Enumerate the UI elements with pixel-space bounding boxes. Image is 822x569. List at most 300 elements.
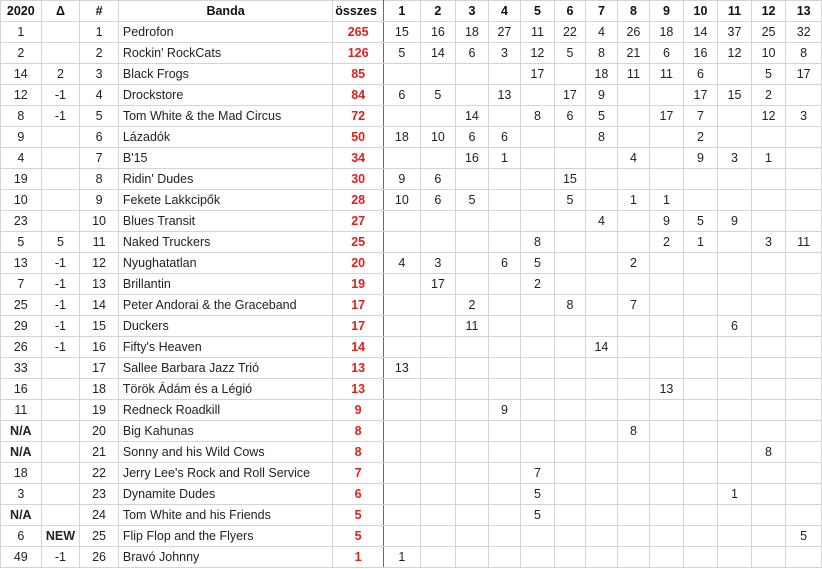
cell-delta[interactable]	[41, 127, 80, 148]
cell-round-13[interactable]	[786, 337, 822, 358]
cell-rank[interactable]: 26	[80, 547, 119, 568]
cell-rank[interactable]: 2	[80, 43, 119, 64]
cell-round-13[interactable]	[786, 274, 822, 295]
cell-round-6[interactable]	[554, 148, 585, 169]
cell-round-5[interactable]: 8	[521, 106, 555, 127]
cell-round-6[interactable]	[554, 463, 585, 484]
table-row[interactable]	[1, 295, 822, 316]
cell-round-3[interactable]	[456, 484, 489, 505]
cell-total[interactable]: 14	[333, 337, 384, 358]
cell-round-1[interactable]	[384, 232, 421, 253]
cell-round-4[interactable]	[488, 169, 521, 190]
cell-round-7[interactable]	[586, 190, 617, 211]
cell-round-9[interactable]: 11	[650, 64, 684, 85]
cell-round-9[interactable]	[650, 169, 684, 190]
cell-round-10[interactable]	[683, 379, 718, 400]
cell-round-2[interactable]	[420, 358, 456, 379]
table-row[interactable]	[1, 253, 822, 274]
cell-prev-rank[interactable]: 5	[1, 232, 42, 253]
cell-round-12[interactable]: 5	[751, 64, 786, 85]
cell-round-1[interactable]	[384, 505, 421, 526]
cell-round-8[interactable]	[617, 358, 650, 379]
cell-prev-rank[interactable]: 33	[1, 358, 42, 379]
cell-round-5[interactable]	[521, 85, 555, 106]
cell-round-11[interactable]	[718, 295, 752, 316]
col-header-rank[interactable]: #	[80, 1, 119, 22]
cell-round-10[interactable]: 1	[683, 232, 718, 253]
cell-round-11[interactable]	[718, 463, 752, 484]
cell-round-8[interactable]	[617, 106, 650, 127]
cell-round-11[interactable]	[718, 127, 752, 148]
cell-round-10[interactable]	[683, 505, 718, 526]
cell-round-7[interactable]: 5	[586, 106, 617, 127]
cell-prev-rank[interactable]: 19	[1, 169, 42, 190]
cell-rank[interactable]: 5	[80, 106, 119, 127]
cell-round-6[interactable]	[554, 64, 585, 85]
table-row[interactable]	[1, 232, 822, 253]
table-row[interactable]	[1, 316, 822, 337]
cell-rank[interactable]: 20	[80, 421, 119, 442]
cell-round-9[interactable]	[650, 316, 684, 337]
cell-round-9[interactable]	[650, 148, 684, 169]
cell-round-7[interactable]	[586, 316, 617, 337]
cell-round-10[interactable]	[683, 253, 718, 274]
cell-round-1[interactable]: 4	[384, 253, 421, 274]
cell-prev-rank[interactable]: 29	[1, 316, 42, 337]
cell-round-4[interactable]	[488, 526, 521, 547]
cell-round-7[interactable]	[586, 547, 617, 568]
cell-round-9[interactable]	[650, 484, 684, 505]
table-row[interactable]	[1, 106, 822, 127]
col-header-banda[interactable]: Banda	[118, 1, 332, 22]
cell-round-9[interactable]	[650, 421, 684, 442]
cell-round-7[interactable]	[586, 274, 617, 295]
cell-round-13[interactable]	[786, 400, 822, 421]
cell-round-13[interactable]	[786, 148, 822, 169]
cell-round-11[interactable]	[718, 190, 752, 211]
cell-round-11[interactable]	[718, 421, 752, 442]
cell-round-7[interactable]	[586, 253, 617, 274]
cell-round-6[interactable]	[554, 505, 585, 526]
cell-round-1[interactable]: 1	[384, 547, 421, 568]
cell-prev-rank[interactable]: 3	[1, 484, 42, 505]
cell-round-5[interactable]: 8	[521, 232, 555, 253]
cell-round-3[interactable]	[456, 526, 489, 547]
cell-round-7[interactable]	[586, 295, 617, 316]
cell-round-10[interactable]	[683, 526, 718, 547]
cell-round-6[interactable]	[554, 316, 585, 337]
cell-prev-rank[interactable]: 10	[1, 190, 42, 211]
cell-round-13[interactable]	[786, 484, 822, 505]
cell-round-8[interactable]	[617, 442, 650, 463]
cell-delta[interactable]: 5	[41, 232, 80, 253]
cell-round-1[interactable]: 18	[384, 127, 421, 148]
table-row[interactable]	[1, 379, 822, 400]
cell-round-8[interactable]: 21	[617, 43, 650, 64]
cell-round-7[interactable]	[586, 379, 617, 400]
cell-round-9[interactable]: 6	[650, 43, 684, 64]
cell-delta[interactable]	[41, 148, 80, 169]
cell-round-10[interactable]	[683, 421, 718, 442]
cell-round-10[interactable]: 14	[683, 22, 718, 43]
cell-round-13[interactable]: 5	[786, 526, 822, 547]
cell-round-10[interactable]	[683, 400, 718, 421]
cell-round-5[interactable]	[521, 337, 555, 358]
cell-prev-rank[interactable]: 11	[1, 400, 42, 421]
cell-round-6[interactable]: 5	[554, 43, 585, 64]
cell-round-6[interactable]	[554, 400, 585, 421]
cell-round-3[interactable]	[456, 400, 489, 421]
cell-band-name[interactable]: Drockstore	[118, 85, 332, 106]
table-row[interactable]	[1, 22, 822, 43]
cell-round-6[interactable]	[554, 127, 585, 148]
cell-round-9[interactable]: 2	[650, 232, 684, 253]
cell-round-4[interactable]	[488, 106, 521, 127]
cell-round-8[interactable]	[617, 400, 650, 421]
cell-round-6[interactable]: 17	[554, 85, 585, 106]
cell-round-8[interactable]: 8	[617, 421, 650, 442]
cell-round-13[interactable]	[786, 253, 822, 274]
cell-round-8[interactable]	[617, 211, 650, 232]
cell-total[interactable]: 1	[333, 547, 384, 568]
cell-round-6[interactable]: 5	[554, 190, 585, 211]
cell-delta[interactable]	[41, 43, 80, 64]
cell-round-11[interactable]	[718, 526, 752, 547]
cell-round-1[interactable]	[384, 442, 421, 463]
cell-round-1[interactable]	[384, 64, 421, 85]
cell-round-2[interactable]	[420, 526, 456, 547]
cell-prev-rank[interactable]: 14	[1, 64, 42, 85]
cell-round-12[interactable]	[751, 127, 786, 148]
cell-round-13[interactable]	[786, 211, 822, 232]
cell-prev-rank[interactable]: 12	[1, 85, 42, 106]
cell-round-2[interactable]	[420, 211, 456, 232]
cell-band-name[interactable]: Big Kahunas	[118, 421, 332, 442]
cell-round-9[interactable]	[650, 442, 684, 463]
cell-round-1[interactable]: 10	[384, 190, 421, 211]
cell-delta[interactable]	[41, 484, 80, 505]
cell-round-10[interactable]	[683, 190, 718, 211]
cell-rank[interactable]: 15	[80, 316, 119, 337]
cell-round-7[interactable]: 18	[586, 64, 617, 85]
cell-round-10[interactable]: 7	[683, 106, 718, 127]
cell-round-5[interactable]	[521, 442, 555, 463]
cell-round-5[interactable]	[521, 379, 555, 400]
cell-round-12[interactable]	[751, 169, 786, 190]
cell-round-1[interactable]	[384, 148, 421, 169]
cell-round-4[interactable]: 27	[488, 22, 521, 43]
cell-round-13[interactable]: 3	[786, 106, 822, 127]
cell-band-name[interactable]: B'15	[118, 148, 332, 169]
cell-band-name[interactable]: Fekete Lakkcipők	[118, 190, 332, 211]
cell-round-10[interactable]	[683, 358, 718, 379]
cell-round-1[interactable]	[384, 337, 421, 358]
cell-rank[interactable]: 12	[80, 253, 119, 274]
cell-rank[interactable]: 22	[80, 463, 119, 484]
table-row[interactable]	[1, 274, 822, 295]
cell-round-5[interactable]	[521, 547, 555, 568]
cell-round-6[interactable]	[554, 274, 585, 295]
cell-rank[interactable]: 17	[80, 358, 119, 379]
cell-band-name[interactable]: Tom White & the Mad Circus	[118, 106, 332, 127]
cell-round-4[interactable]: 9	[488, 400, 521, 421]
table-row[interactable]	[1, 484, 822, 505]
cell-round-3[interactable]	[456, 337, 489, 358]
cell-round-10[interactable]: 17	[683, 85, 718, 106]
cell-band-name[interactable]: Nyughatatlan	[118, 253, 332, 274]
cell-total[interactable]: 50	[333, 127, 384, 148]
cell-round-12[interactable]	[751, 547, 786, 568]
cell-round-12[interactable]: 25	[751, 22, 786, 43]
cell-delta[interactable]: -1	[41, 295, 80, 316]
cell-round-6[interactable]	[554, 421, 585, 442]
cell-round-1[interactable]: 5	[384, 43, 421, 64]
table-row[interactable]	[1, 358, 822, 379]
cell-round-12[interactable]	[751, 484, 786, 505]
cell-delta[interactable]	[41, 442, 80, 463]
col-header-round-8[interactable]: 8	[617, 1, 650, 22]
cell-round-12[interactable]	[751, 526, 786, 547]
cell-round-1[interactable]	[384, 421, 421, 442]
cell-round-1[interactable]: 6	[384, 85, 421, 106]
cell-round-12[interactable]: 10	[751, 43, 786, 64]
col-header-round-9[interactable]: 9	[650, 1, 684, 22]
table-row[interactable]	[1, 526, 822, 547]
cell-round-7[interactable]	[586, 400, 617, 421]
table-row[interactable]	[1, 400, 822, 421]
cell-round-9[interactable]	[650, 358, 684, 379]
cell-round-12[interactable]	[751, 316, 786, 337]
cell-round-6[interactable]: 15	[554, 169, 585, 190]
cell-rank[interactable]: 7	[80, 148, 119, 169]
cell-delta[interactable]	[41, 400, 80, 421]
cell-round-4[interactable]: 6	[488, 253, 521, 274]
cell-delta[interactable]	[41, 22, 80, 43]
cell-rank[interactable]: 1	[80, 22, 119, 43]
cell-round-3[interactable]	[456, 421, 489, 442]
cell-round-5[interactable]: 2	[521, 274, 555, 295]
cell-prev-rank[interactable]: 8	[1, 106, 42, 127]
cell-round-7[interactable]	[586, 484, 617, 505]
cell-round-1[interactable]	[384, 463, 421, 484]
cell-band-name[interactable]: Dynamite Dudes	[118, 484, 332, 505]
cell-round-12[interactable]	[751, 295, 786, 316]
cell-band-name[interactable]: Sonny and his Wild Cows	[118, 442, 332, 463]
cell-round-12[interactable]: 8	[751, 442, 786, 463]
cell-round-4[interactable]	[488, 421, 521, 442]
cell-round-2[interactable]	[420, 337, 456, 358]
cell-round-2[interactable]	[420, 64, 456, 85]
col-header-round-6[interactable]: 6	[554, 1, 585, 22]
cell-band-name[interactable]: Blues Transit	[118, 211, 332, 232]
cell-round-12[interactable]	[751, 400, 786, 421]
cell-round-3[interactable]: 18	[456, 22, 489, 43]
cell-round-2[interactable]: 10	[420, 127, 456, 148]
cell-round-7[interactable]: 8	[586, 127, 617, 148]
cell-round-10[interactable]: 5	[683, 211, 718, 232]
col-header-delta[interactable]: Δ	[41, 1, 80, 22]
cell-total[interactable]: 265	[333, 22, 384, 43]
cell-round-3[interactable]	[456, 211, 489, 232]
cell-round-4[interactable]	[488, 547, 521, 568]
cell-round-9[interactable]	[650, 127, 684, 148]
cell-total[interactable]: 13	[333, 379, 384, 400]
cell-total[interactable]: 72	[333, 106, 384, 127]
cell-band-name[interactable]: Brillantin	[118, 274, 332, 295]
cell-round-6[interactable]: 8	[554, 295, 585, 316]
cell-round-2[interactable]	[420, 232, 456, 253]
cell-round-13[interactable]: 8	[786, 43, 822, 64]
cell-delta[interactable]: -1	[41, 547, 80, 568]
cell-round-11[interactable]: 37	[718, 22, 752, 43]
cell-rank[interactable]: 21	[80, 442, 119, 463]
cell-round-3[interactable]: 5	[456, 190, 489, 211]
cell-round-12[interactable]: 2	[751, 85, 786, 106]
cell-round-3[interactable]: 6	[456, 127, 489, 148]
cell-round-3[interactable]	[456, 358, 489, 379]
cell-band-name[interactable]: Bravó Johnny	[118, 547, 332, 568]
cell-round-13[interactable]: 17	[786, 64, 822, 85]
cell-round-2[interactable]	[420, 400, 456, 421]
cell-round-8[interactable]	[617, 85, 650, 106]
cell-round-1[interactable]	[384, 379, 421, 400]
cell-round-6[interactable]	[554, 484, 585, 505]
cell-round-13[interactable]	[786, 547, 822, 568]
cell-round-3[interactable]: 14	[456, 106, 489, 127]
cell-round-4[interactable]	[488, 463, 521, 484]
col-header-2020[interactable]: 2020	[1, 1, 42, 22]
table-row[interactable]	[1, 421, 822, 442]
cell-delta[interactable]	[41, 379, 80, 400]
cell-prev-rank[interactable]: 6	[1, 526, 42, 547]
cell-round-7[interactable]	[586, 232, 617, 253]
cell-round-12[interactable]	[751, 337, 786, 358]
cell-delta[interactable]: -1	[41, 316, 80, 337]
cell-round-2[interactable]	[420, 463, 456, 484]
cell-band-name[interactable]: Jerry Lee's Rock and Roll Service	[118, 463, 332, 484]
cell-round-7[interactable]	[586, 358, 617, 379]
cell-round-6[interactable]	[554, 337, 585, 358]
cell-total[interactable]: 34	[333, 148, 384, 169]
cell-rank[interactable]: 16	[80, 337, 119, 358]
cell-delta[interactable]: 2	[41, 64, 80, 85]
cell-delta[interactable]	[41, 421, 80, 442]
cell-total[interactable]: 5	[333, 526, 384, 547]
table-row[interactable]	[1, 43, 822, 64]
cell-rank[interactable]: 23	[80, 484, 119, 505]
cell-round-11[interactable]	[718, 379, 752, 400]
cell-round-9[interactable]	[650, 85, 684, 106]
cell-prev-rank[interactable]: 13	[1, 253, 42, 274]
cell-rank[interactable]: 13	[80, 274, 119, 295]
cell-round-1[interactable]	[384, 526, 421, 547]
cell-delta[interactable]: -1	[41, 106, 80, 127]
cell-round-7[interactable]	[586, 148, 617, 169]
cell-round-6[interactable]	[554, 379, 585, 400]
cell-round-2[interactable]	[420, 148, 456, 169]
cell-round-12[interactable]	[751, 190, 786, 211]
cell-round-4[interactable]	[488, 358, 521, 379]
cell-rank[interactable]: 6	[80, 127, 119, 148]
cell-round-10[interactable]	[683, 442, 718, 463]
cell-round-11[interactable]	[718, 547, 752, 568]
table-row[interactable]	[1, 463, 822, 484]
cell-round-11[interactable]: 6	[718, 316, 752, 337]
cell-band-name[interactable]: Duckers	[118, 316, 332, 337]
cell-prev-rank[interactable]: 49	[1, 547, 42, 568]
cell-total[interactable]: 84	[333, 85, 384, 106]
cell-prev-rank[interactable]: 4	[1, 148, 42, 169]
cell-round-4[interactable]	[488, 211, 521, 232]
cell-round-3[interactable]	[456, 85, 489, 106]
cell-total[interactable]: 20	[333, 253, 384, 274]
cell-band-name[interactable]: Black Frogs	[118, 64, 332, 85]
col-header-round-1[interactable]: 1	[384, 1, 421, 22]
cell-round-3[interactable]: 2	[456, 295, 489, 316]
cell-round-8[interactable]	[617, 379, 650, 400]
cell-round-9[interactable]: 13	[650, 379, 684, 400]
cell-round-13[interactable]	[786, 463, 822, 484]
cell-round-11[interactable]	[718, 337, 752, 358]
cell-round-2[interactable]	[420, 421, 456, 442]
cell-round-2[interactable]: 17	[420, 274, 456, 295]
table-row[interactable]	[1, 148, 822, 169]
cell-round-12[interactable]: 12	[751, 106, 786, 127]
cell-round-9[interactable]	[650, 337, 684, 358]
col-header-round-4[interactable]: 4	[488, 1, 521, 22]
cell-round-11[interactable]	[718, 64, 752, 85]
cell-round-5[interactable]: 12	[521, 43, 555, 64]
cell-round-3[interactable]: 6	[456, 43, 489, 64]
cell-round-10[interactable]	[683, 295, 718, 316]
cell-round-11[interactable]	[718, 274, 752, 295]
cell-round-10[interactable]: 2	[683, 127, 718, 148]
cell-band-name[interactable]: Ridin' Dudes	[118, 169, 332, 190]
cell-round-4[interactable]: 13	[488, 85, 521, 106]
cell-prev-rank[interactable]: 25	[1, 295, 42, 316]
cell-rank[interactable]: 10	[80, 211, 119, 232]
cell-round-9[interactable]: 18	[650, 22, 684, 43]
cell-round-3[interactable]	[456, 169, 489, 190]
cell-rank[interactable]: 25	[80, 526, 119, 547]
cell-rank[interactable]: 4	[80, 85, 119, 106]
cell-round-1[interactable]	[384, 106, 421, 127]
cell-round-1[interactable]: 9	[384, 169, 421, 190]
cell-round-5[interactable]	[521, 169, 555, 190]
cell-band-name[interactable]: Pedrofon	[118, 22, 332, 43]
cell-round-6[interactable]	[554, 211, 585, 232]
cell-round-4[interactable]	[488, 379, 521, 400]
cell-round-9[interactable]	[650, 463, 684, 484]
cell-rank[interactable]: 19	[80, 400, 119, 421]
cell-round-5[interactable]	[521, 358, 555, 379]
cell-round-11[interactable]	[718, 505, 752, 526]
cell-round-5[interactable]	[521, 400, 555, 421]
cell-round-6[interactable]	[554, 526, 585, 547]
cell-round-12[interactable]	[751, 421, 786, 442]
cell-round-13[interactable]	[786, 85, 822, 106]
cell-round-7[interactable]: 4	[586, 22, 617, 43]
cell-prev-rank[interactable]: 9	[1, 127, 42, 148]
cell-total[interactable]: 27	[333, 211, 384, 232]
cell-round-5[interactable]: 7	[521, 463, 555, 484]
cell-round-7[interactable]	[586, 505, 617, 526]
cell-prev-rank[interactable]: N/A	[1, 442, 42, 463]
cell-round-3[interactable]	[456, 463, 489, 484]
cell-round-7[interactable]	[586, 421, 617, 442]
cell-round-13[interactable]	[786, 505, 822, 526]
cell-band-name[interactable]: Török Ádám és a Légió	[118, 379, 332, 400]
